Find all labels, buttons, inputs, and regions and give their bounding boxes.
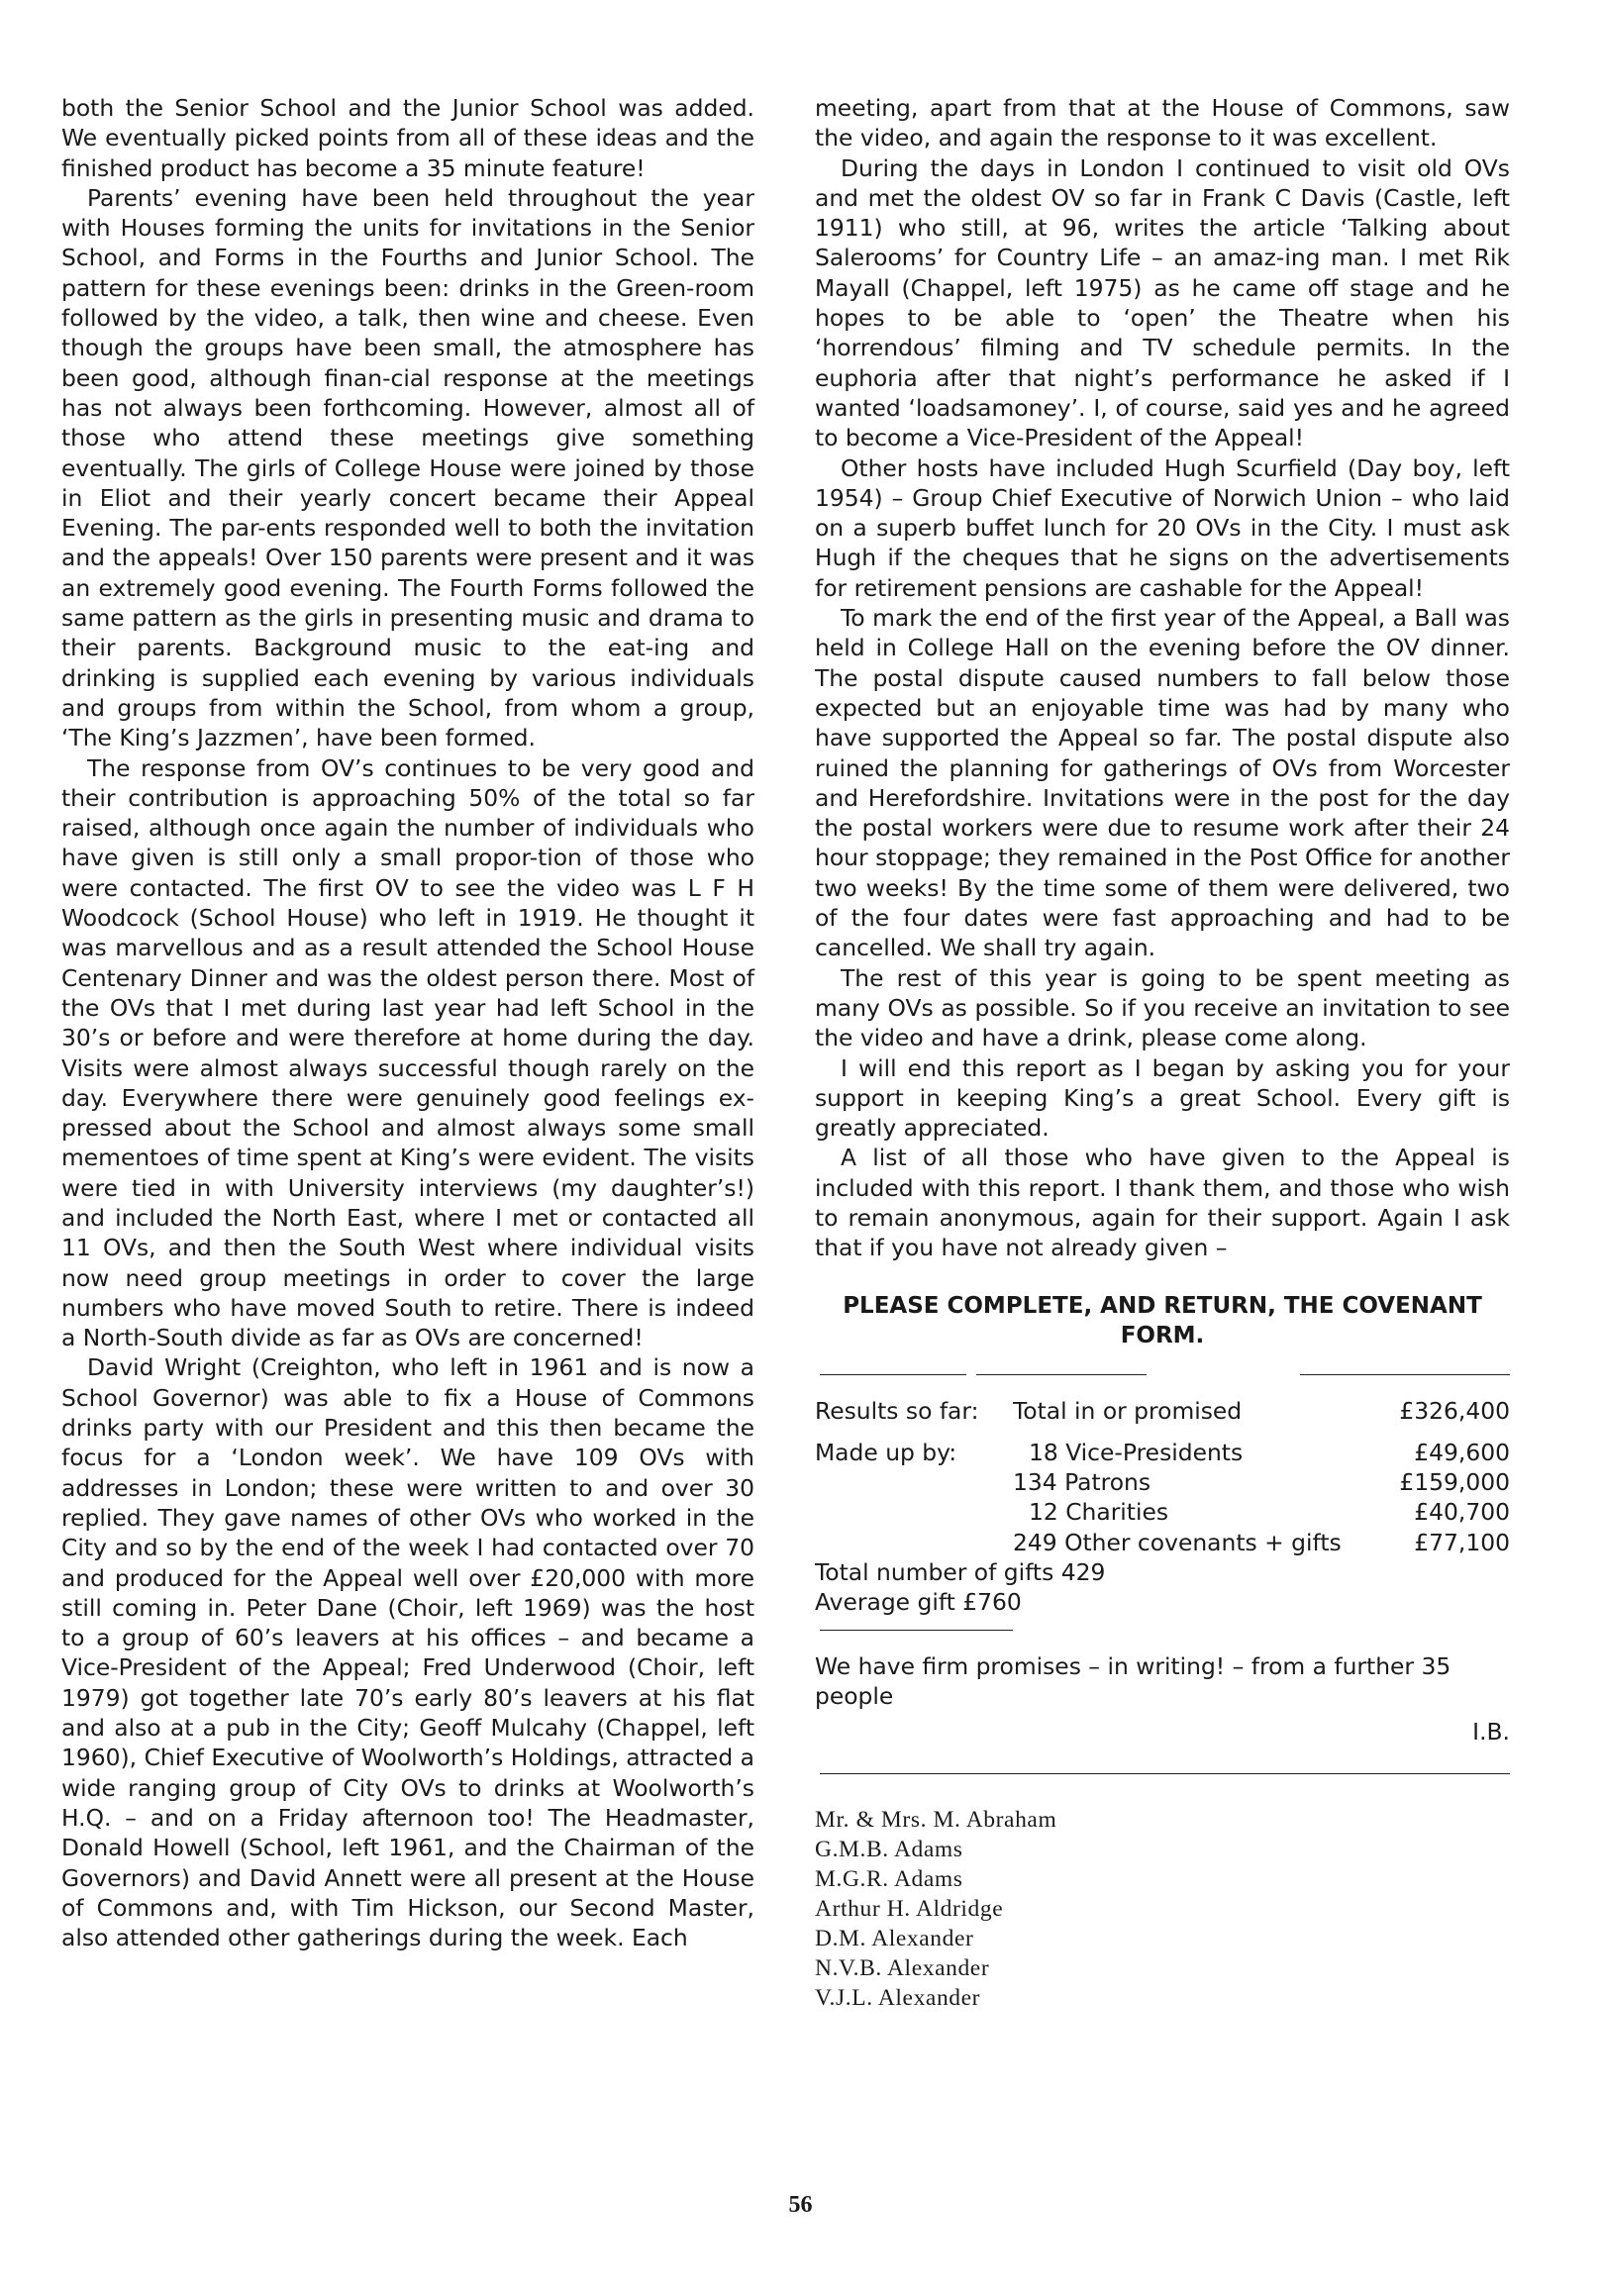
breakdown-amount: £49,600 xyxy=(1414,1438,1510,1466)
donor-name: G.M.B. Adams xyxy=(815,1836,963,1862)
breakdown-amount: £159,000 xyxy=(1399,1468,1510,1497)
breakdown-row xyxy=(815,1438,1510,1467)
signature-initials: I.B. xyxy=(1472,1718,1510,1747)
breakdown-row xyxy=(815,1528,1510,1557)
page-number: 56 xyxy=(788,2192,813,2218)
paragraph: David Wright (Creighton, who left in 1961 and is now a School Governor) was able to fix a House of Commons drinks party with our President and this then became the focus for a ‘London week’. We have 109 OVs with addresses in London; these were written to and over 30 replied. They gave names of other OVs who worked in the City and so by the end of the week I had contacted over 70 and produced for the Appeal well over £20,000 with more still coming in. Peter Dane (Choir, left 1969) was the host to a group of 60’s leavers at his offices – and became a Vice-President of the Appeal; Fred Underwood (Choir, left 1979) got together late 70’s early 80’s leavers at his flat and also at a pub in the City; Geoff Mulcahy (Chappel, left 1960), Chief Executive of Woolworth’s Holdings, attracted a wide ranging group of City OVs to drinks at Woolworth’s H.Q. – and on a Friday afternoon too! The Headmaster, Donald Howell (School, left 1961, and the Chairman of the Governors) and David Annett were all present at the House of Commons and, with Tim Hickson, our Second Master, also attended other gatherings during the week. Each xyxy=(61,1353,754,1952)
total-amount: £326,400 xyxy=(1399,1396,1510,1425)
results-total-row xyxy=(815,1396,1510,1426)
breakdown-row xyxy=(815,1497,1510,1527)
donor-name: V.J.L. Alexander xyxy=(815,1984,981,2011)
breakdown-label: 249 Other covenants + gifts xyxy=(1013,1528,1342,1556)
paragraph: meeting, apart from that at the House of Commons, saw the video, and again the response to it was excellent. xyxy=(815,94,1510,152)
paragraph: both the Senior School and the Junior School was added. We eventually picked points from all of these ideas and the finished product has become a 35 minute feature! xyxy=(61,94,754,182)
right-column xyxy=(815,93,1510,2013)
divider-rules xyxy=(815,1630,1510,1642)
made-up-label: Made up by: xyxy=(815,1438,957,1466)
total-label: Total in or promised xyxy=(1013,1396,1243,1425)
breakdown-amount: £40,700 xyxy=(1414,1498,1510,1527)
average-gift: Average gift £760 xyxy=(815,1588,1022,1617)
donor-name: D.M. Alexander xyxy=(815,1925,974,1951)
paragraph: Other hosts have included Hugh Scurfield (Day boy, left 1954) – Group Chief Executive of Norwich Union – who laid on a superb buffet lunch for 20 OVs in the City. I must ask Hugh if the cheques that he signs on the advertisements for retirement pensions are cashable for the Appeal! xyxy=(815,453,1510,602)
paragraph: I will end this report as I began by asking you for your support in keeping King’s a great School. Every gift is greatly appreciated. xyxy=(815,1053,1510,1143)
left-column xyxy=(61,93,754,1952)
donor-list xyxy=(815,1805,1510,2013)
divider xyxy=(1300,1374,1510,1375)
promise-text: We have firm promises – in writing! – from a further 35 people xyxy=(815,1651,1451,1710)
paragraph: The response from OV’s continues to be very good and their contribution is approaching 50% of the total so far raised, although once again the number of individuals who have given is still only a small propor-tion of those who were contacted. The first OV to see the video was L F H Woodcock (School House) who left in 1919. He thought it was marvellous and as a result attended the School House Centenary Dinner and was the oldest person there. Most of the OVs that I met during last year had left School in the 30’s or before and were therefore at home during the day. Visits were almost always successful though rarely on the day. Everywhere there were genuinely good feelings ex-pressed about the School and almost always some small mementoes of time spent at King’s were evident. The visits were tied in with University interviews (my daughter’s!) and included the North East, where I met or contacted all 11 OVs, and then the South West where individual visits now need group meetings in order to cover the large numbers who have moved South to retire. There is indeed a North-South divide as far as OVs are concerned! xyxy=(61,753,754,1352)
donor-name: M.G.R. Adams xyxy=(815,1865,963,1892)
breakdown-amount: £77,100 xyxy=(1414,1528,1510,1556)
donor-name: Mr. & Mrs. M. Abraham xyxy=(815,1806,1057,1833)
paragraph: To mark the end of the first year of the Appeal, a Ball was held in College Hall on the evening before the OV dinner. The postal dispute caused numbers to fall below those expected but an enjoyable time was had by many who have supported the Appeal so far. The postal dispute also ruined the planning for gatherings of OVs from Worcester and Herefordshire. Invitations were in the post for the day the postal workers were due to resume work after their 24 hour stoppage; they remained in the Post Office for another two weeks! By the time some of them were delivered, two of the four dates were fast approaching and had to be cancelled. We shall try again. xyxy=(815,604,1510,962)
results-table xyxy=(815,1396,1510,1618)
total-gifts: Total number of gifts 429 xyxy=(815,1558,1106,1587)
divider-rules xyxy=(815,1374,1510,1386)
covenant-heading: PLEASE COMPLETE, AND RETURN, THE COVENANT FORM. xyxy=(843,1292,1482,1348)
divider xyxy=(976,1374,1147,1375)
donor-name: Arthur H. Aldridge xyxy=(815,1895,1004,1922)
divider xyxy=(820,1630,1013,1631)
paragraph: The rest of this year is going to be spent meeting as many OVs as possible. So if you receive an invitation to see the video and have a drink, please come along. xyxy=(815,963,1510,1052)
paragraph: During the days in London I continued to visit old OVs and met the oldest OV so far in Frank C Davis (Castle, left 1911) who still, at 96, writes the article ‘Talking about Salerooms’ for Country Life – an amaz-ing man. I met Rik Mayall (Chappel, left 1975) as he came off stage and he hopes to be able to ‘open’ the Theatre when his ‘horrendous’ filming and TV schedule permits. In the euphoria after that night’s performance he asked if I wanted ‘loadsamoney’. I, of course, said yes and he agreed to become a Vice-President of the Appeal! xyxy=(815,153,1510,452)
paragraph: Parents’ evening have been held throughout the year with Houses forming the units for invitations in the Senior School, and Forms in the Fourths and Junior School. The pattern for these evenings been: drinks in the Green-room followed by the video, a talk, then wine and cheese. Even though the groups have been small, the atmosphere has been good, although finan-cial response at the meetings has not always been forthcoming. However, almost all of those who attend these meetings give something eventually. The girls of College House were joined by those in Eliot and their yearly concert became their Appeal Evening. The par-ents responded well to both the invitation and the appeals! Over 150 parents were present and it was an extremely good evening. The Fourth Forms followed the same pattern as the girls in presenting music and drama to their parents. Background music to the eat-ing and drinking is supplied each evening by various individuals and groups from within the School, from whom a group, ‘The King’s Jazzmen’, have been formed. xyxy=(61,183,754,752)
breakdown-label: 18 Vice-Presidents xyxy=(1029,1438,1244,1466)
results-label: Results so far: xyxy=(815,1396,979,1425)
breakdown-label: 12 Charities xyxy=(1029,1498,1169,1527)
divider xyxy=(820,1374,966,1375)
divider xyxy=(820,1773,1510,1774)
donor-name: N.V.B. Alexander xyxy=(815,1954,990,1981)
breakdown-row xyxy=(815,1467,1510,1497)
breakdown-label: 134 Patrons xyxy=(1013,1468,1151,1497)
divider-rules xyxy=(815,1773,1510,1785)
paragraph: A list of all those who have given to the Appeal is included with this report. I thank them, and those who wish to remain anonymous, again for their support. Again I ask that if you have not already given – xyxy=(815,1144,1510,1262)
